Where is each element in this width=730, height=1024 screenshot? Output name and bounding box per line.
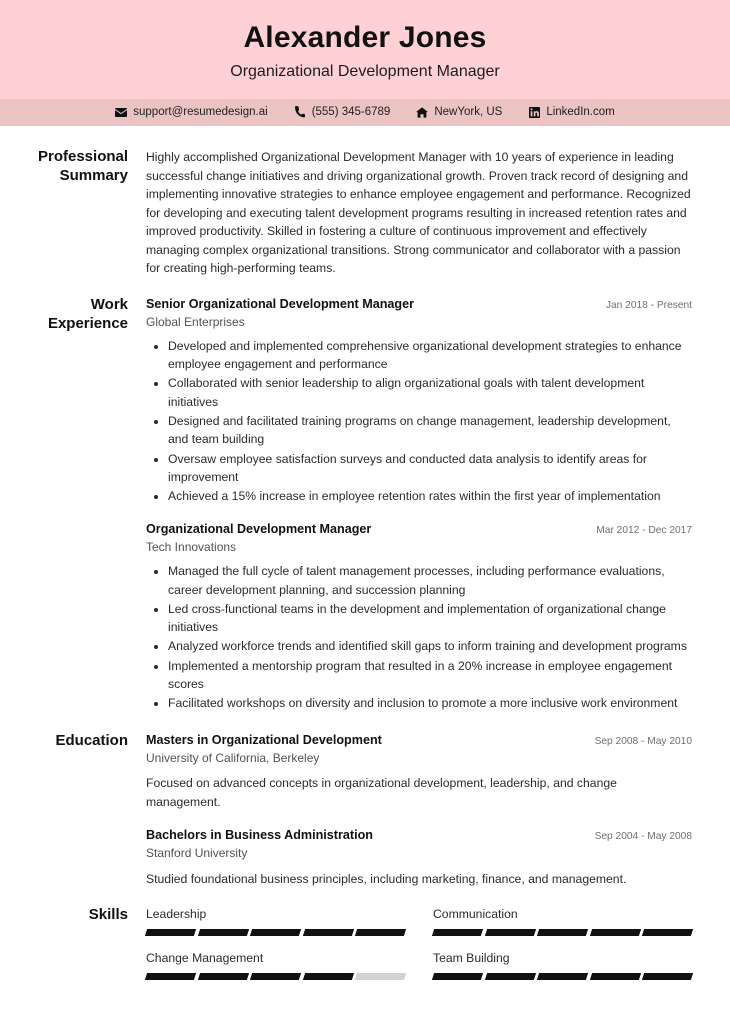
contact-item-home[interactable] xyxy=(416,106,502,118)
skill-level-segment xyxy=(484,973,535,980)
skill-level-segment xyxy=(145,929,196,936)
experience-content xyxy=(146,296,692,714)
education-content xyxy=(146,732,692,888)
skill-level-segment xyxy=(537,973,588,980)
job-bullet: • Designed and facilitated training programs on change management, leadership development, and team building xyxy=(168,412,692,449)
job-bullet-list xyxy=(146,337,692,506)
job-bullet: • Analyzed workforce trends and identified skill gaps to inform training and development programs xyxy=(168,637,692,655)
education-description: Studied foundational business principles, including marketing, finance, and management. xyxy=(146,871,627,886)
section-work-experience xyxy=(38,296,692,714)
skill-level-segment xyxy=(250,973,301,980)
skill-level-bar xyxy=(146,973,405,980)
skill-name: Leadership xyxy=(146,907,207,922)
experience-entry xyxy=(146,296,692,505)
job-bullet: • Managed the full cycle of talent management processes, including performance evaluations, career development planning, and succession planning xyxy=(168,562,692,599)
resume-body xyxy=(0,126,730,980)
skill-level-segment xyxy=(303,929,354,936)
company-name: Tech Innovations xyxy=(146,540,237,555)
school-name: Stanford University xyxy=(146,846,248,861)
skill-level-segment xyxy=(432,929,483,936)
education-entry xyxy=(146,732,692,811)
degree-title: Bachelors in Business Administration xyxy=(146,828,373,843)
job-date-range: Mar 2012 - Dec 2017 xyxy=(596,525,692,537)
skill-level-segment xyxy=(642,973,693,980)
skill-level-segment xyxy=(642,929,693,936)
skills-grid xyxy=(146,906,692,980)
job-bullet: • Oversaw employee satisfaction surveys and conducted data analysis to identify areas for improvement xyxy=(168,450,692,487)
school-name: University of California, Berkeley xyxy=(146,750,320,765)
skill-level-bar xyxy=(146,929,405,936)
contact-text: LinkedIn.com xyxy=(546,106,615,119)
skills-content xyxy=(146,906,692,980)
skill-name: Change Management xyxy=(146,951,264,966)
education-entry-header xyxy=(146,732,692,749)
section-label-experience: Work Experience xyxy=(47,296,128,332)
education-entry-header xyxy=(146,827,692,844)
skill-level-segment xyxy=(355,929,406,936)
contact-item-linkedin[interactable] xyxy=(528,106,614,118)
contact-text: (555) 345-6789 xyxy=(311,106,391,119)
phone-icon xyxy=(294,106,306,118)
experience-entry-header xyxy=(146,521,692,538)
section-professional-summary xyxy=(38,148,692,278)
skill-name: Team Building xyxy=(433,951,510,966)
skill-level-segment xyxy=(484,929,535,936)
skill-level-segment xyxy=(197,929,248,936)
skill-level-segment xyxy=(355,973,406,980)
envelope-icon xyxy=(115,106,127,118)
job-title: Senior Organizational Development Manager xyxy=(146,297,415,312)
education-date-range: Sep 2008 - May 2010 xyxy=(594,735,692,747)
job-bullet: • Facilitated workshops on diversity and inclusion to promote a more inclusive work environment xyxy=(168,694,692,712)
section-education xyxy=(38,732,692,888)
contact-item-envelope[interactable] xyxy=(115,106,267,118)
job-bullet: • Implemented a mentorship program that resulted in a 20% increase in employee engagement scores xyxy=(168,657,692,694)
section-label-summary: Professional Summary xyxy=(38,148,129,184)
job-bullet: • Collaborated with senior leadership to align organizational goals with talent development initiatives xyxy=(168,374,692,411)
job-bullet: • Led cross-functional teams in the development and implementation of organizational change initiatives xyxy=(168,600,692,637)
resume-header xyxy=(0,0,730,99)
job-title: Organizational Development Manager xyxy=(146,522,372,537)
skill-item xyxy=(146,950,405,980)
education-date-range: Sep 2004 - May 2008 xyxy=(594,831,692,843)
section-label-education: Education xyxy=(55,731,128,749)
page-title: Alexander Jones xyxy=(243,21,487,54)
skill-level-segment xyxy=(250,929,301,936)
experience-entry xyxy=(146,521,692,712)
skill-level-bar xyxy=(433,929,692,936)
section-label-skills: Skills xyxy=(88,906,128,924)
contact-text: NewYork, US xyxy=(434,106,503,119)
skill-level-segment xyxy=(145,973,196,980)
education-description: Focused on advanced concepts in organizational development, leadership, and change management. xyxy=(146,776,617,809)
skill-name: Communication xyxy=(433,907,518,922)
degree-title: Masters in Organizational Development xyxy=(146,732,382,747)
skill-level-segment xyxy=(432,973,483,980)
company-name: Global Enterprises xyxy=(146,315,245,330)
contact-bar xyxy=(0,99,730,126)
skill-item xyxy=(433,950,692,980)
contact-item-phone[interactable] xyxy=(294,106,391,118)
summary-text: Highly accomplished Organizational Development Manager with 10 years of experience in leading successful change initiatives and driving organizational growth. Proven track record of designing and implementing innovative strategies to enhance employee engagement and performance. Recognized for developing and executing talent development programs resulting in increased retention rates and improved productivity. Skilled in fostering a culture of continuous improvement and effectively managing complex organizational transitions. Strong communicator and collaborator with a passion for creating high-performing teams. xyxy=(146,150,691,276)
summary-content xyxy=(146,148,692,278)
skill-item xyxy=(146,906,405,936)
skill-level-segment xyxy=(197,973,248,980)
linkedin-icon xyxy=(528,106,540,118)
skill-item xyxy=(433,906,692,936)
skill-level-bar xyxy=(433,973,692,980)
contact-text: support@resumedesign.ai xyxy=(133,106,268,119)
skill-level-segment xyxy=(590,973,641,980)
skill-level-segment xyxy=(537,929,588,936)
home-icon xyxy=(416,106,428,118)
skill-level-segment xyxy=(303,973,354,980)
headline-subtitle: Organizational Development Manager xyxy=(230,63,500,80)
section-skills xyxy=(38,906,692,980)
experience-entry-header xyxy=(146,296,692,313)
skill-level-segment xyxy=(590,929,641,936)
job-bullet: • Achieved a 15% increase in employee retention rates within the first year of implementation xyxy=(168,487,692,505)
job-bullet: • Developed and implemented comprehensive organizational development strategies to enhance employee engagement and performance xyxy=(168,337,692,374)
job-date-range: Jan 2018 - Present xyxy=(605,300,692,312)
job-bullet-list xyxy=(146,562,692,712)
education-entry xyxy=(146,827,692,888)
